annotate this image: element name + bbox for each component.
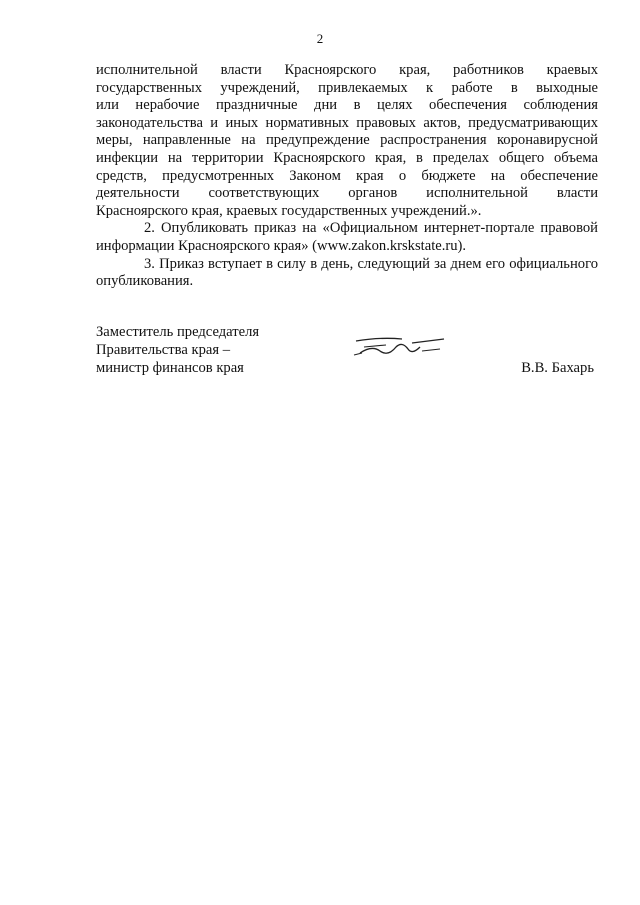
body-line: или нерабочие праздничные дни в целях обеспечения соблюдения <box>96 97 598 114</box>
body-line: опубликования. <box>96 273 194 290</box>
document-body <box>96 62 598 291</box>
body-line: средств, предусмотренных Законом края о бюджете на обеспечение <box>96 167 598 184</box>
body-line: инфекции на территории Красноярского края, в пределах общего объема <box>96 149 598 166</box>
position-line: министр финансов края <box>96 360 244 376</box>
body-line: 2. Опубликовать приказ на «Официальном интернет-портале правовой <box>144 220 598 237</box>
body-line: 3. Приказ вступает в силу в день, следующий за днем его официального <box>144 255 598 272</box>
body-line: информации Красноярского края» (www.zakon.krskstate.ru). <box>96 237 467 254</box>
body-line: деятельности соответствующих органов исполнительной власти <box>96 185 598 202</box>
body-line: меры, направленные на предупреждение распространения коронавирусной <box>96 132 598 149</box>
body-line: исполнительной власти Красноярского края, работников краевых <box>96 62 598 78</box>
body-line: государственных учреждений, привлекаемых к работе в выходные <box>96 79 598 96</box>
signatory-position <box>96 323 259 377</box>
body-line: законодательства и иных нормативных правовых актов, предусматривающих <box>96 114 598 131</box>
position-line: Правительства края – <box>96 342 231 358</box>
body-line: Красноярского края, краевых государственных учреждений.». <box>96 202 482 219</box>
signature-block <box>96 323 598 383</box>
signatory-name: В.В. Бахарь <box>521 360 594 376</box>
page-number: 2 <box>316 31 324 46</box>
position-line: Заместитель председателя <box>96 324 260 340</box>
handwritten-signature <box>350 331 446 361</box>
